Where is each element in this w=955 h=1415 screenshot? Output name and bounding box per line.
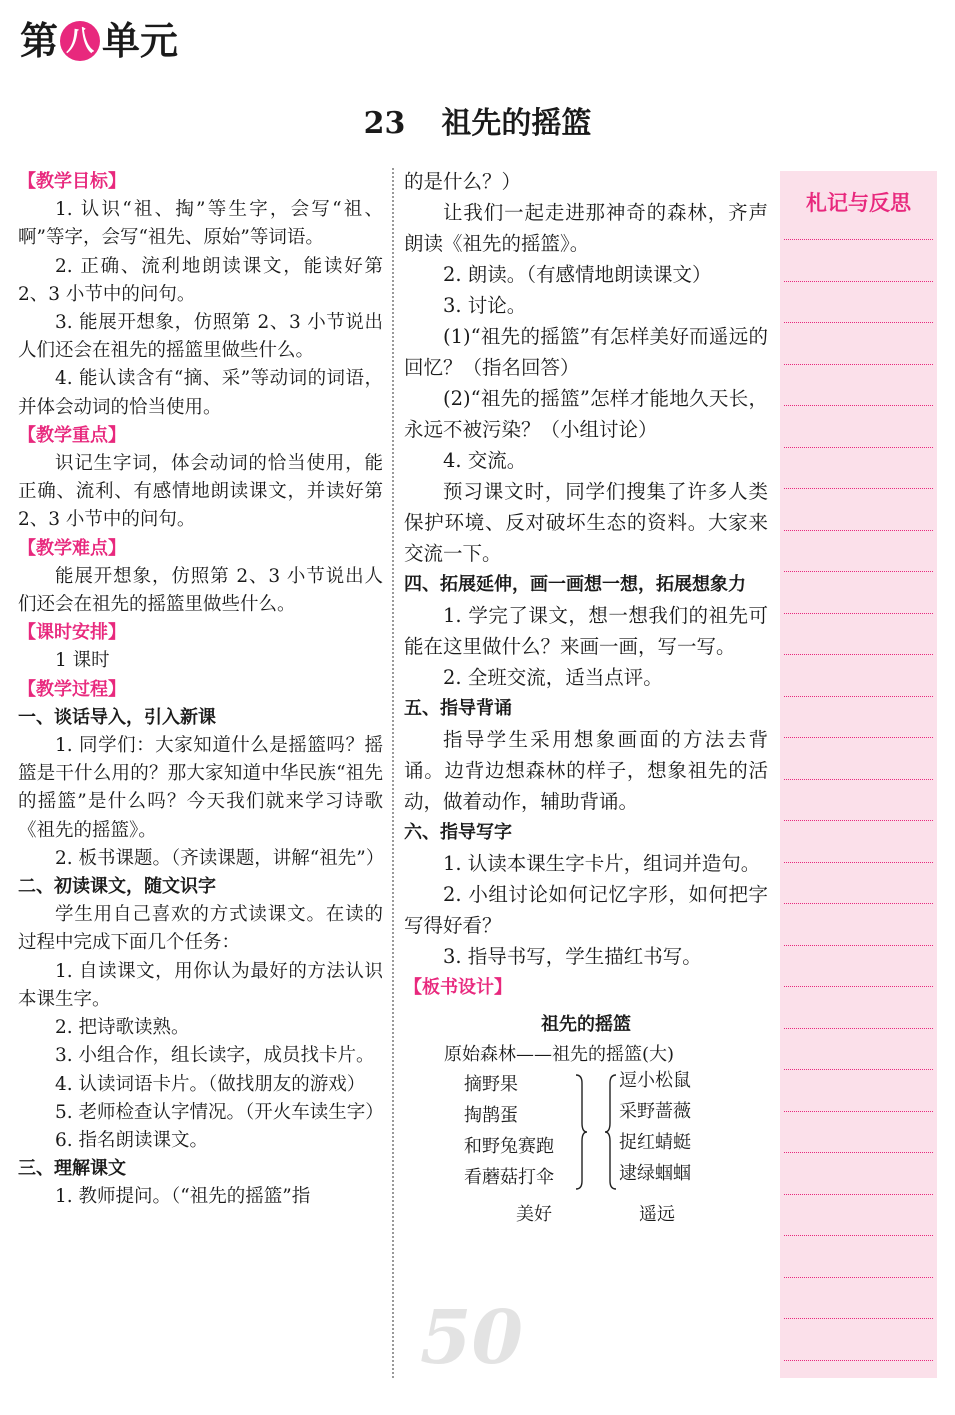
note-ruled-line — [784, 281, 933, 282]
section-4-item-2: 2. 全班交流，适当点评。 — [443, 666, 663, 689]
notes-sidebar — [780, 171, 937, 1378]
board-footer-left: 美好 — [516, 1204, 552, 1225]
note-ruled-line — [784, 571, 933, 572]
note-ruled-line — [784, 862, 933, 863]
note-ruled-line — [784, 1069, 933, 1070]
section-5-title: 五、指导背诵 — [404, 698, 512, 719]
lesson-number: 23 — [363, 106, 406, 141]
mid-para-3: 3. 讨论。 — [443, 294, 527, 317]
board-left-item: 掏鹊蛋 — [464, 1105, 518, 1126]
board-left-list — [464, 1069, 554, 1193]
board-design — [404, 1003, 768, 1273]
unit-prefix: 第 — [20, 19, 59, 63]
note-ruled-line — [784, 1028, 933, 1029]
note-ruled-line — [784, 530, 933, 531]
note-ruled-line — [784, 1194, 933, 1195]
mid-para-1: 让我们一起走进那神奇的森林，齐声朗读《祖先的摇篮》。 — [404, 201, 768, 255]
section-1-item-1: 1. 同学们：大家知道什么是摇篮吗？摇篮是干什么用的？那大家知道中华民族“祖先的摇篮”是什么吗？今天我们就来学习诗歌《祖先的摇篮》。 — [18, 735, 383, 841]
section-6-title: 六、指导写字 — [404, 822, 512, 843]
board-right-item: 捉红蜻蜓 — [619, 1132, 691, 1153]
mid-para-7: 预习课文时，同学们搜集了许多人类保护环境、反对破坏生态的资料。大家来交流一下。 — [404, 480, 768, 565]
unit-suffix: 单元 — [102, 19, 179, 63]
note-ruled-line — [784, 447, 933, 448]
note-ruled-line — [784, 239, 933, 240]
note-ruled-line — [784, 654, 933, 655]
mid-para-2: 2. 朗读。（有感情地朗读课文） — [443, 263, 712, 286]
section-2-intro: 学生用自己喜欢的方式读课文。在读的过程中完成下面几个任务： — [18, 904, 383, 954]
page-number: 50 — [420, 1295, 523, 1381]
section-3-item-1: 1. 教师提问。（“祖先的摇篮”指 — [55, 1186, 311, 1208]
section-6-item-3: 3. 指导书写，学生描红书写。 — [443, 945, 702, 968]
section-6-item-2: 2. 小组讨论如何记忆字形，如何把字写得好看？ — [404, 883, 768, 937]
heading-key-points: 【教学重点】 — [18, 424, 126, 446]
mid-para-5: (2)“祖先的摇篮”怎样才能地久天长，永远不被污染？（小组讨论） — [404, 387, 768, 441]
note-ruled-line — [784, 1235, 933, 1236]
unit-number-badge: 八 — [60, 21, 100, 61]
heading-difficulties: 【教学难点】 — [18, 537, 126, 559]
section-2-title: 二、初读课文，随文识字 — [18, 876, 216, 898]
board-right-list — [619, 1065, 691, 1189]
section-2-item-1: 1. 自读课文，用你认为最好的方法认识本课生字。 — [18, 960, 383, 1010]
note-ruled-line — [784, 364, 933, 365]
board-left-item: 摘野果 — [464, 1074, 518, 1095]
note-ruled-line — [784, 488, 933, 489]
difficulties: 能展开想象，仿照第 2、3 小节说出人们还会在祖先的摇篮里做些什么。 — [18, 565, 383, 616]
left-column — [18, 168, 383, 1212]
section-5-item-1: 指导学生采用想象画面的方法去背诵。边背边想森林的样子，想象祖先的活动，做着动作，辅助背诵。 — [404, 728, 768, 813]
unit-heading — [20, 18, 178, 64]
note-ruled-line — [784, 405, 933, 406]
section-4-title: 四、拓展延伸，画一画想一想，拓展想象力 — [404, 574, 746, 595]
note-ruled-line — [784, 820, 933, 821]
lesson-title — [0, 98, 955, 142]
goal-1: 1. 认识“祖、掏”等生字，会写“祖、啊”等字，会写“祖先、原始”等词语。 — [18, 199, 383, 249]
board-main-line: 原始森林——祖先的摇篮(大) — [444, 1044, 675, 1065]
section-2-item-2: 2. 把诗歌读熟。 — [55, 1017, 190, 1039]
note-ruled-line — [784, 1360, 933, 1361]
section-2-item-5: 5. 老师检查认字情况。（开火车读生字） — [55, 1101, 384, 1123]
key-points: 识记生字词，体会动词的恰当使用，能正确、流利、有感情地朗读课文，并读好第 2、3 小节中的问句。 — [18, 453, 383, 531]
section-1-item-2: 2. 板书课题。（齐读课题，讲解“祖先”） — [55, 847, 385, 869]
note-ruled-line — [784, 945, 933, 946]
board-title: 祖先的摇篮 — [541, 1014, 631, 1035]
right-brace — [574, 1073, 588, 1191]
middle-column — [404, 166, 768, 1273]
section-2-item-6: 6. 指名朗读课文。 — [55, 1129, 209, 1151]
note-ruled-line — [784, 779, 933, 780]
heading-process: 【教学过程】 — [18, 678, 126, 700]
section-2-item-3: 3. 小组合作，组长读字，成员找卡片。 — [55, 1045, 375, 1067]
board-footer-right: 遥远 — [639, 1204, 675, 1225]
board-right-item: 采野蔷薇 — [619, 1101, 691, 1122]
left-brace — [604, 1073, 618, 1191]
continued-text: 的是什么？） — [404, 170, 522, 193]
section-2-item-4: 4. 认读词语卡片。（做找朋友的游戏） — [55, 1073, 366, 1095]
notes-title: 札记与反思 — [806, 191, 911, 215]
note-ruled-line — [784, 613, 933, 614]
note-ruled-line — [784, 1152, 933, 1153]
note-ruled-line — [784, 903, 933, 904]
heading-board-design: 【板书设计】 — [404, 977, 512, 998]
section-1-title: 一、谈话导入，引入新课 — [18, 706, 216, 728]
section-3-title: 三、理解课文 — [18, 1158, 126, 1180]
note-ruled-line — [784, 696, 933, 697]
heading-schedule: 【课时安排】 — [18, 622, 126, 644]
lesson-name: 祖先的摇篮 — [441, 106, 592, 141]
board-right-item: 逗小松鼠 — [619, 1070, 691, 1091]
column-divider — [392, 168, 394, 1378]
goal-2: 2. 正确、流利地朗读课文，能读好第 2、3 小节中的问句。 — [18, 255, 383, 305]
note-ruled-line — [784, 1318, 933, 1319]
heading-goals: 【教学目标】 — [18, 171, 126, 192]
mid-para-6: 4. 交流。 — [443, 449, 527, 472]
mid-para-4: (1)“祖先的摇篮”有怎样美好而遥远的回忆？（指名回答） — [404, 325, 768, 379]
schedule: 1 课时 — [55, 650, 110, 672]
section-4-item-1: 1. 学完了课文，想一想我们的祖先可能在这里做什么？来画一画，写一写。 — [404, 604, 768, 658]
goal-4: 4. 能认读含有“摘、采”等动词的词语，并体会动词的恰当使用。 — [18, 368, 383, 418]
note-ruled-line — [784, 322, 933, 323]
note-ruled-line — [784, 1111, 933, 1112]
board-left-item: 看蘑菇打伞 — [464, 1167, 554, 1188]
note-ruled-line — [784, 1277, 933, 1278]
note-ruled-line — [784, 986, 933, 987]
note-ruled-line — [784, 737, 933, 738]
goal-3: 3. 能展开想象，仿照第 2、3 小节说出人们还会在祖先的摇篮里做些什么。 — [18, 312, 383, 362]
section-6-item-1: 1. 认读本课生字卡片，组词并造句。 — [443, 852, 761, 875]
board-left-item: 和野兔赛跑 — [464, 1136, 554, 1157]
board-right-item: 逮绿蝈蝈 — [619, 1163, 691, 1184]
